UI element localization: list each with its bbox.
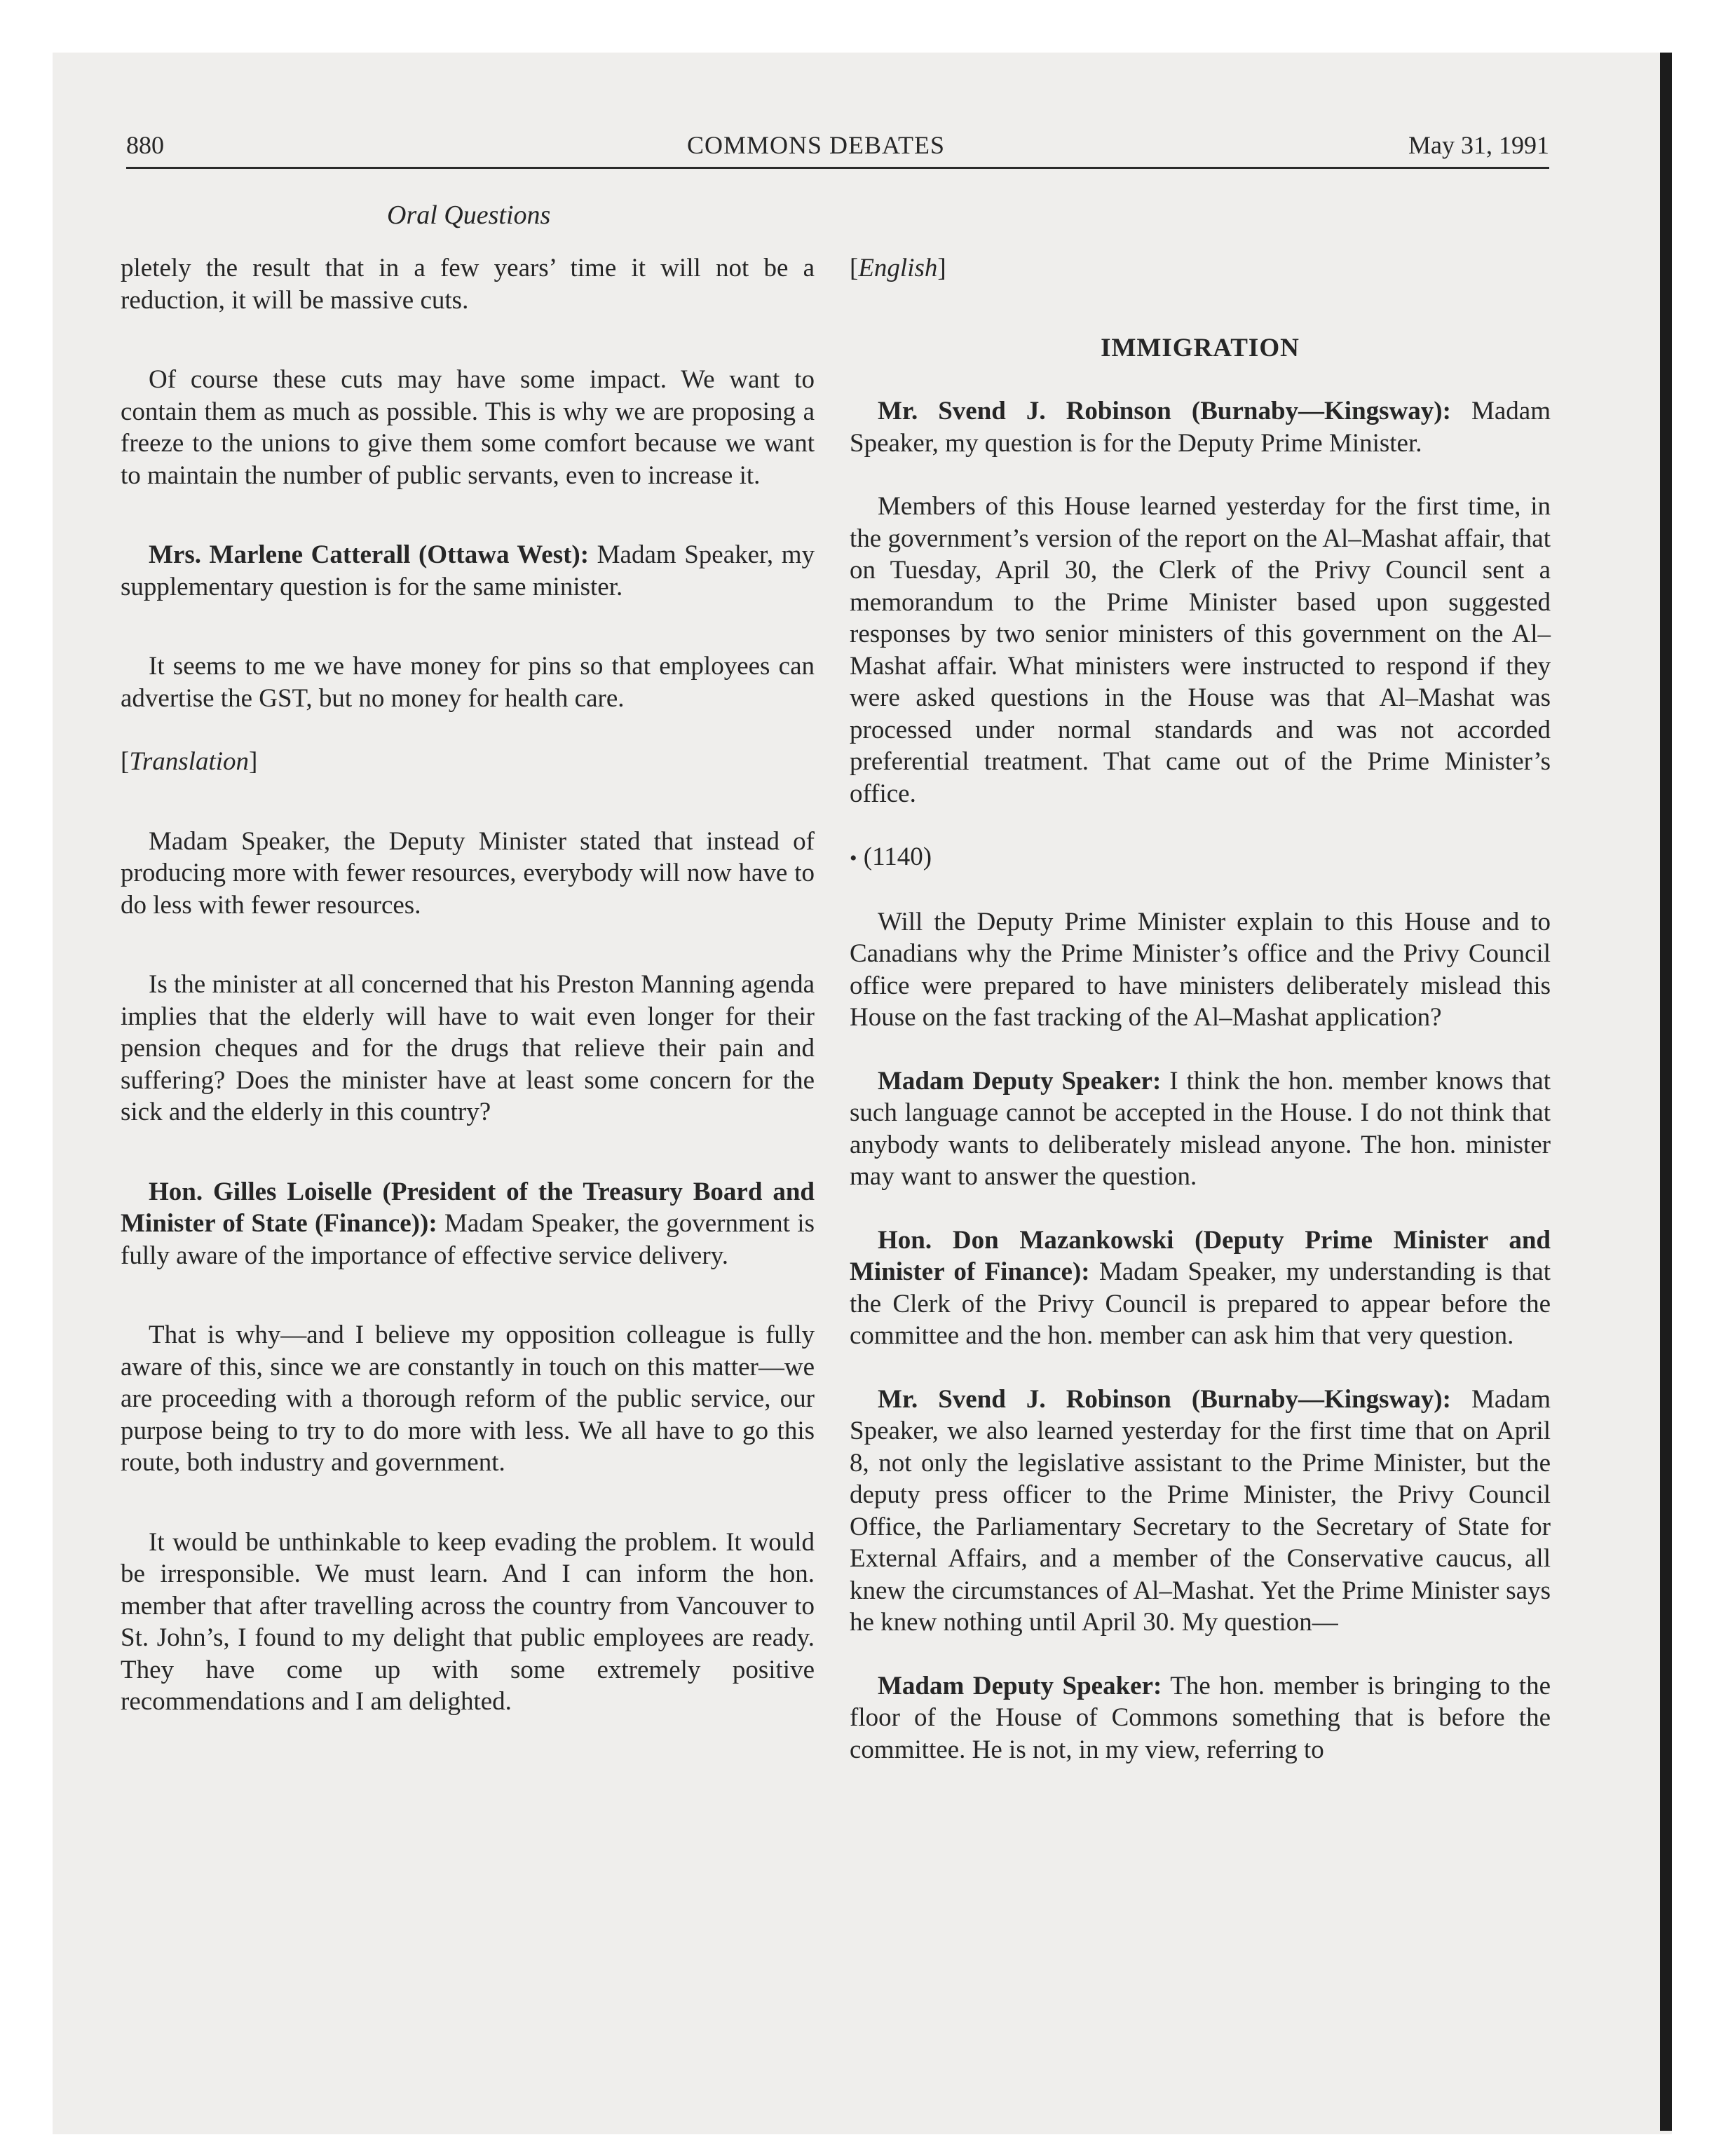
speech-text: Madam Speaker, the government is fully aware of the importance of effective service delivery. xyxy=(121,1209,815,1270)
paragraph: Is the minister at all concerned that his Preston Manning agenda implies that the elderly will have to wait even longer for their pension cheques and for the drugs that relieve their pain and suffering? Does the minister have at least some concern for the sick and the elderly in this country? xyxy=(121,970,815,1126)
paragraph: Madam Speaker, the Deputy Minister stated that instead of producing more with fewer resources, everybody will now have to do less with fewer resources. xyxy=(121,826,815,920)
paragraph: It would be unthinkable to keep evading the problem. It would be irresponsible. We must learn. And I can inform the hon. member that after travelling across the country from Vancouver to St. John’s, I found to my delight that public employees are ready. They have come up with some extremely positive recommendations and I am delighted. xyxy=(121,1527,815,1716)
speech-text: The hon. member is bringing to the floor of the House of Commons something that is before the committee. He is not, in my view, referring to xyxy=(850,1671,1551,1764)
bullet-icon: • xyxy=(850,847,857,870)
paragraph: Of course these cuts may have some impact. We want to contain them as much as possible. This is why we are proposing a freeze to the unions to give them some comfort because we want to maintain the number of public servants, even to increase it. xyxy=(121,365,815,490)
speaker-name: Mr. Svend J. Robinson (Burnaby—Kingsway): xyxy=(878,397,1451,425)
paragraph: Members of this House learned yesterday for the first time, in the government’s version of the report on the Al–Mashat affair, that on Tuesday, April 30, the Clerk of the Privy Council sent a memorandum to the Prime Minister based upon suggested responses by two senior ministers of this government on the Al–Mashat affair. What ministers were instructed to respond if they were asked questions in the House was that Al–Mashat was processed under normal standards and was not accorded preferential treatment. That came out of the Prime Minister’s office. xyxy=(850,492,1551,808)
left-column xyxy=(121,252,815,1718)
paragraph: It seems to me we have money for pins so that employees can advertise the GST, but no money for health care. xyxy=(121,652,815,713)
running-head-title: COMMONS DEBATES xyxy=(687,131,946,159)
speech-text: Madam Speaker, my question is for the Deputy Prime Minister. xyxy=(850,397,1551,458)
speech-text: Madam Speaker, my supplementary question is for the same minister. xyxy=(121,540,815,601)
speech-paragraph xyxy=(850,1224,1551,1352)
speech-paragraph xyxy=(850,1384,1551,1639)
time-marker xyxy=(850,841,1551,875)
speaker-name: Mr. Svend J. Robinson (Burnaby—Kingsway): xyxy=(878,1384,1451,1414)
speech-text: Madam Speaker, my understanding is that the Clerk of the Privy Council is prepared to appear before the committee and the hon. member can ask him that very question. xyxy=(850,1257,1551,1350)
speech-text: Madam Speaker, we also learned yesterday for the first time that on April 8, not only the legislative assistant to the Prime Minister, but the deputy press officer to the Prime Minister, the Privy Council Office, the Parliamentary Secretary to the Secretary of State for External Affairs, and a member of the Conservative caucus, all knew the circumstances of Al–Mashat. Yet the Prime Minister says he knew nothing until April 30. My question— xyxy=(850,1384,1551,1637)
speech-paragraph xyxy=(850,1670,1551,1766)
time-stamp: (1140) xyxy=(863,842,932,871)
section-heading: IMMIGRATION xyxy=(1101,333,1300,362)
speech-text: I think the hon. member knows that such language cannot be accepted in the House. I do not think that anybody wants to deliberately mislead anyone. The hon. minister may want to answer the question. xyxy=(850,1066,1551,1191)
speaker-name: Hon. Don Mazankowski (Deputy Prime Minister and Minister of Finance): xyxy=(850,1225,1551,1286)
speaker-name: Madam Deputy Speaker: xyxy=(878,1066,1162,1096)
paragraph: Will the Deputy Prime Minister explain to this House and to Canadians why the Prime Minister’s office and the Privy Council office were prepared to have ministers deliberately mislead this House on the fast tracking of the Al–Mashat application? xyxy=(850,907,1551,1032)
speaker-name: Hon. Gilles Loiselle (President of the Treasury Board and Minister of State (Finance)): xyxy=(121,1177,815,1238)
language-marker: [English] xyxy=(850,254,946,282)
paragraph: pletely the result that in a few years’ time it will not be a reduction, it will be massive cuts. xyxy=(121,254,815,315)
paragraph: That is why—and I believe my opposition colleague is fully aware of this, since we are constantly in touch on this matter—we are proceeding with a thorough reform of the public service, our purpose being to try to do more with less. We all have to go this route, both industry and government. xyxy=(121,1321,815,1477)
speaker-name: Madam Deputy Speaker: xyxy=(878,1671,1162,1700)
speech-paragraph xyxy=(121,1176,815,1272)
speech-paragraph xyxy=(850,395,1551,459)
page-date: May 31, 1991 xyxy=(1408,131,1549,159)
right-column xyxy=(850,252,1551,1766)
speech-paragraph xyxy=(121,539,815,603)
language-marker-word: Translation xyxy=(129,747,250,776)
language-marker-word: English xyxy=(858,254,938,282)
section-label: Oral Questions xyxy=(387,200,551,230)
page-number: 880 xyxy=(126,131,164,159)
language-marker: [Translation] xyxy=(121,747,258,776)
speech-paragraph xyxy=(850,1065,1551,1193)
header-rule xyxy=(126,167,1549,169)
speaker-name: Mrs. Marlene Catterall (Ottawa West): xyxy=(149,540,590,569)
